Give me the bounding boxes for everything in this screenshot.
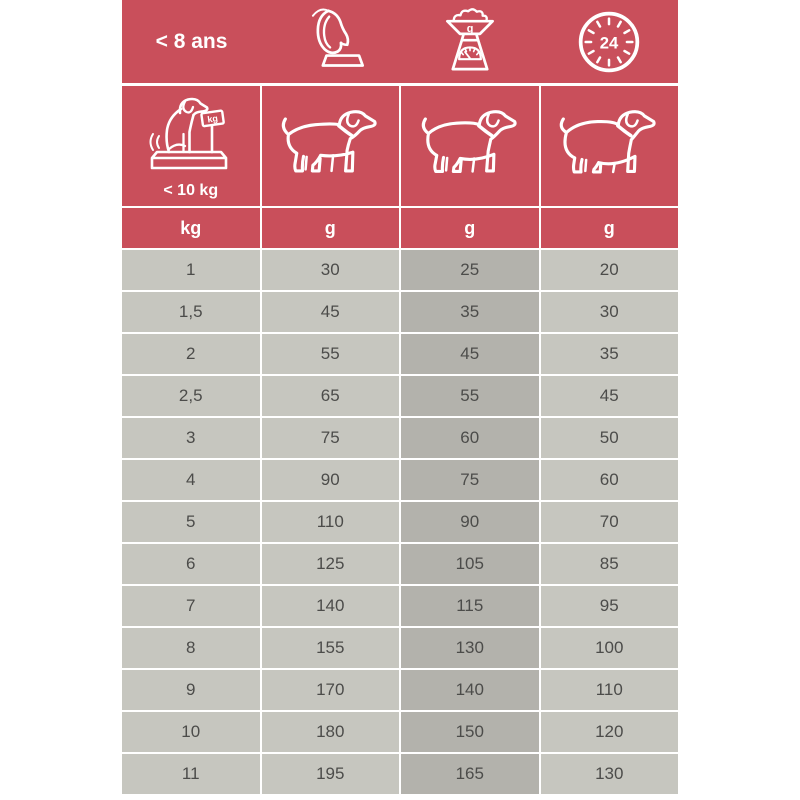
weight-cell: 8 xyxy=(122,628,260,668)
ration-cell: 95 xyxy=(541,586,679,626)
dog-lean-icon xyxy=(276,107,384,185)
header-banner xyxy=(122,0,678,83)
header-kg: kg xyxy=(122,208,260,248)
ration-cell: 90 xyxy=(262,460,400,500)
ration-cell: 20 xyxy=(541,250,679,290)
table-row xyxy=(122,670,678,710)
dog-overweight-icon xyxy=(555,107,663,185)
weight-cell: 1,5 xyxy=(122,292,260,332)
ration-cell: 130 xyxy=(541,754,679,794)
dog-eating-bowl-icon xyxy=(293,4,369,80)
scale-unit-label: g xyxy=(466,22,473,35)
table-row xyxy=(122,544,678,584)
table-row xyxy=(122,502,678,542)
table-row xyxy=(122,250,678,290)
table-row xyxy=(122,628,678,668)
ration-cell: 150 xyxy=(401,712,539,752)
ration-cell: 45 xyxy=(541,376,679,416)
ration-cell: 65 xyxy=(262,376,400,416)
ration-cell: 195 xyxy=(262,754,400,794)
small-dog-cell xyxy=(122,86,260,206)
ration-cell: 55 xyxy=(262,334,400,374)
weight-cell: 7 xyxy=(122,586,260,626)
ration-cell: 35 xyxy=(401,292,539,332)
dog-normal-icon xyxy=(416,107,524,185)
ration-cell: 140 xyxy=(262,586,400,626)
ration-cell: 70 xyxy=(541,502,679,542)
ration-cell: 55 xyxy=(401,376,539,416)
ration-cell: 110 xyxy=(262,502,400,542)
small-dog-weight-label: < 10 kg xyxy=(163,182,219,199)
clock-24-icon xyxy=(574,7,644,77)
ration-cell: 45 xyxy=(401,334,539,374)
weight-cell: 1 xyxy=(122,250,260,290)
weight-cell: 11 xyxy=(122,754,260,794)
ration-cell: 180 xyxy=(262,712,400,752)
ration-cell: 75 xyxy=(401,460,539,500)
header-g-normal: g xyxy=(401,208,539,248)
table-row xyxy=(122,376,678,416)
table-row xyxy=(122,712,678,752)
ration-cell: 100 xyxy=(541,628,679,668)
ration-cell: 30 xyxy=(541,292,679,332)
weight-cell: 5 xyxy=(122,502,260,542)
ration-cell: 60 xyxy=(401,418,539,458)
ration-cell: 155 xyxy=(262,628,400,668)
ration-cell: 110 xyxy=(541,670,679,710)
weight-cell: 4 xyxy=(122,460,260,500)
ration-cell: 120 xyxy=(541,712,679,752)
ration-cell: 140 xyxy=(401,670,539,710)
ration-cell: 115 xyxy=(401,586,539,626)
header-g-lean: g xyxy=(262,208,400,248)
kitchen-scale-icon xyxy=(432,4,508,80)
table-row xyxy=(122,292,678,332)
ration-cell: 25 xyxy=(401,250,539,290)
feeding-guide-table xyxy=(122,0,678,796)
weight-cell: 2,5 xyxy=(122,376,260,416)
ration-cell: 105 xyxy=(401,544,539,584)
table-row xyxy=(122,754,678,794)
dog-condition-row xyxy=(122,86,678,206)
ration-cell: 75 xyxy=(262,418,400,458)
ration-cell: 30 xyxy=(262,250,400,290)
table-row xyxy=(122,334,678,374)
ration-cell: 50 xyxy=(541,418,679,458)
ration-cell: 165 xyxy=(401,754,539,794)
table-row xyxy=(122,460,678,500)
table-row xyxy=(122,586,678,626)
clock-label: 24 xyxy=(599,32,618,52)
weight-cell: 9 xyxy=(122,670,260,710)
overweight-dog-cell xyxy=(541,86,679,206)
weight-cell: 10 xyxy=(122,712,260,752)
ration-cell: 85 xyxy=(541,544,679,584)
ration-cell: 60 xyxy=(541,460,679,500)
ration-cell: 125 xyxy=(262,544,400,584)
ration-cell: 45 xyxy=(262,292,400,332)
dog-on-weighing-scale-icon xyxy=(139,92,243,180)
ration-cell: 90 xyxy=(401,502,539,542)
table-row xyxy=(122,418,678,458)
ration-cell: 35 xyxy=(541,334,679,374)
weight-cell: 2 xyxy=(122,334,260,374)
unit-header-row xyxy=(122,208,678,248)
normal-dog-cell xyxy=(401,86,539,206)
ration-cell: 170 xyxy=(262,670,400,710)
ration-cell: 130 xyxy=(401,628,539,668)
scale-display-label: kg xyxy=(206,113,219,125)
age-label: < 8 ans xyxy=(155,29,228,53)
lean-dog-cell xyxy=(262,86,400,206)
feeding-rows xyxy=(122,250,678,794)
header-g-overweight: g xyxy=(541,208,679,248)
weight-cell: 6 xyxy=(122,544,260,584)
weight-cell: 3 xyxy=(122,418,260,458)
